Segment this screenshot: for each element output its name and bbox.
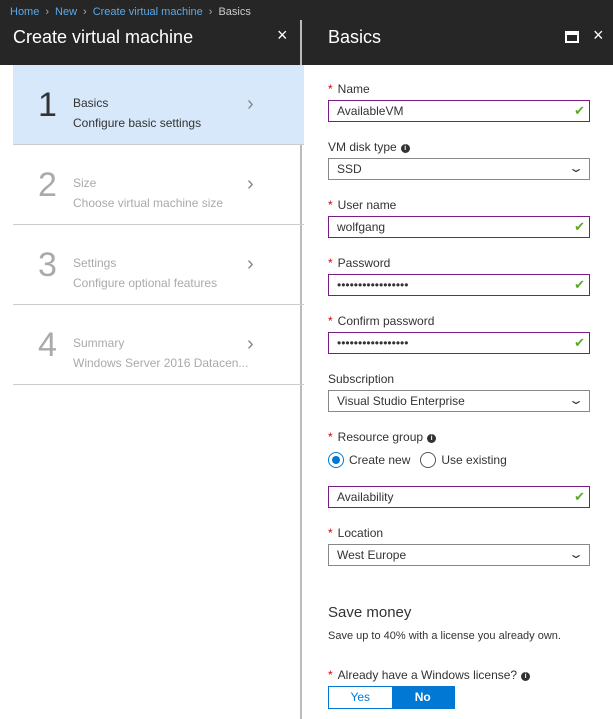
location-label: * Location bbox=[328, 526, 384, 540]
breadcrumb-home[interactable]: Home bbox=[10, 6, 40, 18]
subscription-label: Subscription bbox=[328, 372, 395, 386]
chevron-right-icon: › bbox=[247, 253, 254, 275]
step-summary[interactable] bbox=[13, 305, 304, 385]
step-subtitle: Windows Server 2016 Datacen... bbox=[73, 356, 249, 370]
disk-type-label: VM disk type i bbox=[328, 140, 590, 158]
maximize-icon[interactable] bbox=[565, 31, 579, 43]
right-panel-title: Basics bbox=[328, 27, 382, 47]
close-icon[interactable]: × bbox=[277, 25, 288, 45]
info-icon[interactable]: i bbox=[401, 144, 410, 153]
chevron-down-icon: ⌄ bbox=[567, 547, 585, 561]
breadcrumb-current: Basics bbox=[218, 6, 251, 18]
username-input[interactable]: wolfgang ✔ bbox=[328, 216, 590, 238]
step-number: 1 bbox=[38, 86, 57, 124]
resource-group-radios bbox=[328, 448, 590, 472]
checkmark-icon: ✔ bbox=[574, 219, 585, 234]
info-icon[interactable]: i bbox=[427, 434, 436, 443]
step-number: 3 bbox=[38, 246, 57, 284]
step-subtitle: Configure basic settings bbox=[73, 116, 202, 130]
step-subtitle: Configure optional features bbox=[73, 276, 218, 290]
password-input[interactable]: ••••••••••••••••• ✔ bbox=[328, 274, 590, 296]
step-subtitle: Choose virtual machine size bbox=[73, 196, 224, 210]
resource-group-input[interactable]: Availability ✔ bbox=[328, 486, 590, 508]
radio-unchecked-icon bbox=[420, 452, 436, 468]
username-label: * User name bbox=[328, 198, 397, 212]
step-title: Summary bbox=[73, 336, 125, 350]
name-input[interactable]: AvailableVM ✔ bbox=[328, 100, 590, 122]
chevron-down-icon: ⌄ bbox=[567, 161, 585, 175]
radio-checked-icon bbox=[328, 452, 344, 468]
step-number: 2 bbox=[38, 166, 57, 204]
step-title: Settings bbox=[73, 256, 117, 270]
confirm-password-input[interactable]: ••••••••••••••••• ✔ bbox=[328, 332, 590, 354]
radio-use-existing[interactable]: Use existing bbox=[420, 452, 506, 468]
radio-create-new[interactable]: Create new bbox=[328, 452, 410, 468]
save-money-text: Save up to 40% with a license you already own. bbox=[328, 630, 561, 642]
step-number: 4 bbox=[38, 326, 57, 364]
password-label: * Password bbox=[328, 256, 391, 270]
license-yes-button[interactable]: Yes bbox=[329, 687, 392, 708]
breadcrumb-new[interactable]: New bbox=[55, 6, 78, 18]
left-panel-title: Create virtual machine bbox=[13, 27, 194, 47]
info-icon[interactable]: i bbox=[521, 672, 530, 681]
resource-group-label: * Resource group i bbox=[328, 430, 590, 448]
wizard-steps bbox=[13, 65, 304, 385]
checkmark-icon: ✔ bbox=[574, 489, 585, 504]
chevron-right-icon: › bbox=[247, 333, 254, 355]
confirm-password-label: * Confirm password bbox=[328, 314, 435, 328]
basics-form bbox=[328, 82, 590, 584]
breadcrumb-create-vm[interactable]: Create virtual machine bbox=[92, 6, 203, 18]
disk-type-select[interactable]: SSD ⌄ bbox=[328, 158, 590, 180]
location-select[interactable]: West Europe ⌄ bbox=[328, 544, 590, 566]
license-toggle bbox=[328, 686, 455, 709]
checkmark-icon: ✔ bbox=[574, 277, 585, 292]
license-no-button[interactable]: No bbox=[392, 687, 455, 708]
close-icon[interactable]: × bbox=[593, 25, 604, 45]
step-settings[interactable] bbox=[13, 225, 304, 305]
checkmark-icon: ✔ bbox=[574, 103, 585, 118]
step-title: Size bbox=[73, 176, 97, 190]
save-money-heading: Save money bbox=[328, 604, 412, 621]
checkmark-icon: ✔ bbox=[574, 335, 585, 350]
subscription-select[interactable]: Visual Studio Enterprise ⌄ bbox=[328, 390, 590, 412]
step-basics[interactable] bbox=[13, 65, 304, 145]
license-question: * Already have a Windows license? i bbox=[328, 668, 530, 682]
name-label: * Name bbox=[328, 82, 370, 96]
step-title: Basics bbox=[73, 96, 109, 110]
step-size[interactable] bbox=[13, 145, 304, 225]
breadcrumb: Home › New › Create virtual machine › Basics bbox=[10, 6, 251, 18]
chevron-right-icon: › bbox=[247, 173, 254, 195]
chevron-down-icon: ⌄ bbox=[567, 393, 585, 407]
chevron-right-icon: › bbox=[247, 93, 254, 115]
